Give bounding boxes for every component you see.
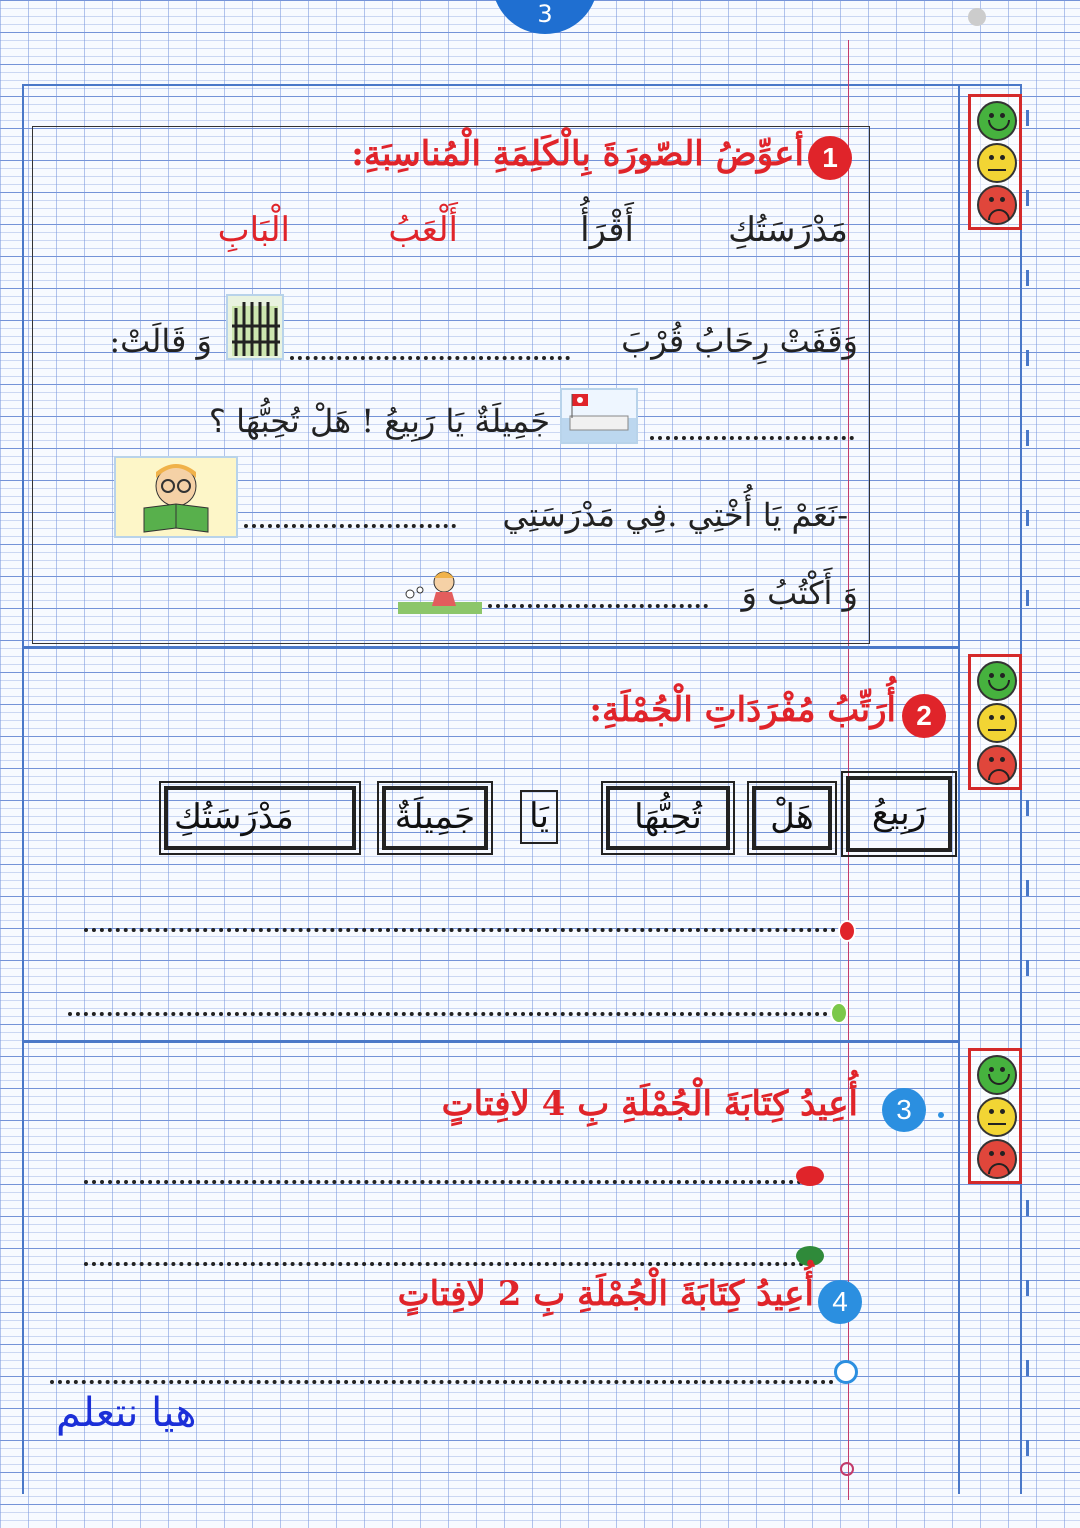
margin-tick: [1026, 430, 1029, 446]
sentence-line1-end: وَ قَالَتْ:: [109, 322, 212, 360]
margin-tick: [1026, 110, 1029, 126]
word-card-4[interactable]: يَا: [520, 790, 558, 844]
margin-tick: [1026, 1440, 1029, 1456]
choice-word-4: الْبَابِ: [217, 210, 290, 250]
gate-picture: [226, 294, 284, 360]
sentence-line1: وَقَفَتْ رِحَابُ قُرْبَ: [621, 322, 858, 360]
neutral-face-icon[interactable]: [977, 1097, 1017, 1137]
sentence-line4: وَ أَكْتُبُ وَ: [741, 574, 858, 612]
section2-number-badge: 2: [902, 694, 946, 738]
sad-face-icon[interactable]: [977, 745, 1017, 785]
margin-tick: [1026, 190, 1029, 206]
school-icon: [562, 390, 636, 442]
margin-tick: [1026, 510, 1029, 526]
blue-dot: [938, 1112, 944, 1118]
happy-face-icon[interactable]: [977, 1055, 1017, 1095]
word-card-6[interactable]: مَدْرَسَتُكِ: [164, 786, 356, 850]
section-divider-2: [22, 1040, 960, 1043]
playing-girl-icon: [398, 568, 482, 614]
word-card-2[interactable]: هَلْ: [752, 786, 832, 850]
section4-number-badge: 4: [818, 1280, 862, 1324]
neutral-face-icon[interactable]: [977, 143, 1017, 183]
self-assessment-box-1: [968, 94, 1022, 230]
margin-tick: [1026, 1360, 1029, 1376]
top-border: [22, 84, 1022, 86]
page-number: 3: [537, 0, 553, 28]
margin-tick: [1026, 960, 1029, 976]
blank-line-1[interactable]: [290, 356, 570, 360]
right-column-line: [958, 84, 960, 1494]
self-assessment-box-3: [968, 1048, 1022, 1184]
green-dot-marker: [796, 1246, 824, 1266]
pink-circle-marker: [840, 1462, 854, 1476]
red-dot-marker: [838, 920, 856, 942]
section3-title: أُعِيدُ كِتَابَةَ الْجُمْلَةِ بِ 4 لافِتاتٍ: [441, 1084, 858, 1124]
word-card-1[interactable]: رَبِيعُ: [846, 776, 952, 852]
blank-line-3[interactable]: [244, 524, 456, 528]
sad-face-icon[interactable]: [977, 185, 1017, 225]
happy-face-icon[interactable]: [977, 661, 1017, 701]
punch-hole: [968, 8, 986, 26]
green-dot-marker: [830, 1002, 848, 1024]
playing-girl-picture: [396, 566, 484, 616]
blank-line-4[interactable]: [488, 604, 708, 608]
answer-line-4[interactable]: [50, 1380, 834, 1384]
blank-line-2[interactable]: [650, 436, 854, 440]
footer-brand: هيا نتعلم: [56, 1390, 197, 1436]
choice-word-3: أَلْعَبُ: [388, 210, 458, 250]
section2-title: أُرَتِّبُ مُفْرَدَاتِ الْجُمْلَةِ:: [589, 690, 896, 730]
margin-tick: [1026, 590, 1029, 606]
answer-line-red[interactable]: [84, 928, 836, 932]
gate-icon: [228, 296, 282, 358]
margin-tick: [1026, 1200, 1029, 1216]
sentence-line3: -نَعَمْ يَا أُخْتِي .فِي مَدْرَسَتِي: [502, 496, 848, 534]
margin-tick: [1026, 350, 1029, 366]
section3-number-badge: 3: [882, 1088, 926, 1132]
neutral-face-icon[interactable]: [977, 703, 1017, 743]
sad-face-icon[interactable]: [977, 1139, 1017, 1179]
margin-tick: [1026, 270, 1029, 286]
red-dot-marker: [796, 1166, 824, 1186]
section-divider-1: [22, 646, 960, 649]
word-card-3[interactable]: تُحِبُّهَا: [606, 786, 730, 850]
section1-title: أعوِّضُ الصّورَةَ بِالْكَلِمَةِ الْمُناسِبَةِ:: [351, 134, 804, 174]
choice-word-2: أَقْرَأُ: [580, 210, 634, 250]
word-card-5[interactable]: جَمِيلَةٌ: [382, 786, 488, 850]
margin-tick: [1026, 800, 1029, 816]
reading-boy-picture: [114, 456, 238, 538]
margin-tick: [1026, 1280, 1029, 1296]
answer-line-green[interactable]: [68, 1012, 828, 1016]
school-picture: [560, 388, 638, 444]
blue-circle-marker: [834, 1360, 858, 1384]
happy-face-icon[interactable]: [977, 101, 1017, 141]
reading-boy-icon: [116, 458, 236, 536]
answer-line-3b[interactable]: [84, 1262, 804, 1266]
section4-title: أُعِيدُ كِتَابَةَ الْجُمْلَةِ بِ 2 لافِتاتٍ: [397, 1274, 814, 1314]
section1-number-badge: 1: [808, 136, 852, 180]
self-assessment-box-2: [968, 654, 1022, 790]
choice-word-1: مَدْرَسَتُكِ: [728, 210, 848, 250]
answer-line-3a[interactable]: [84, 1180, 810, 1184]
sentence-line2: جَمِيلَةٌ يَا رَبِيعُ ! هَلْ تُحِبُّهَا ؟: [208, 402, 550, 440]
margin-tick: [1026, 880, 1029, 896]
left-border: [22, 84, 24, 1494]
